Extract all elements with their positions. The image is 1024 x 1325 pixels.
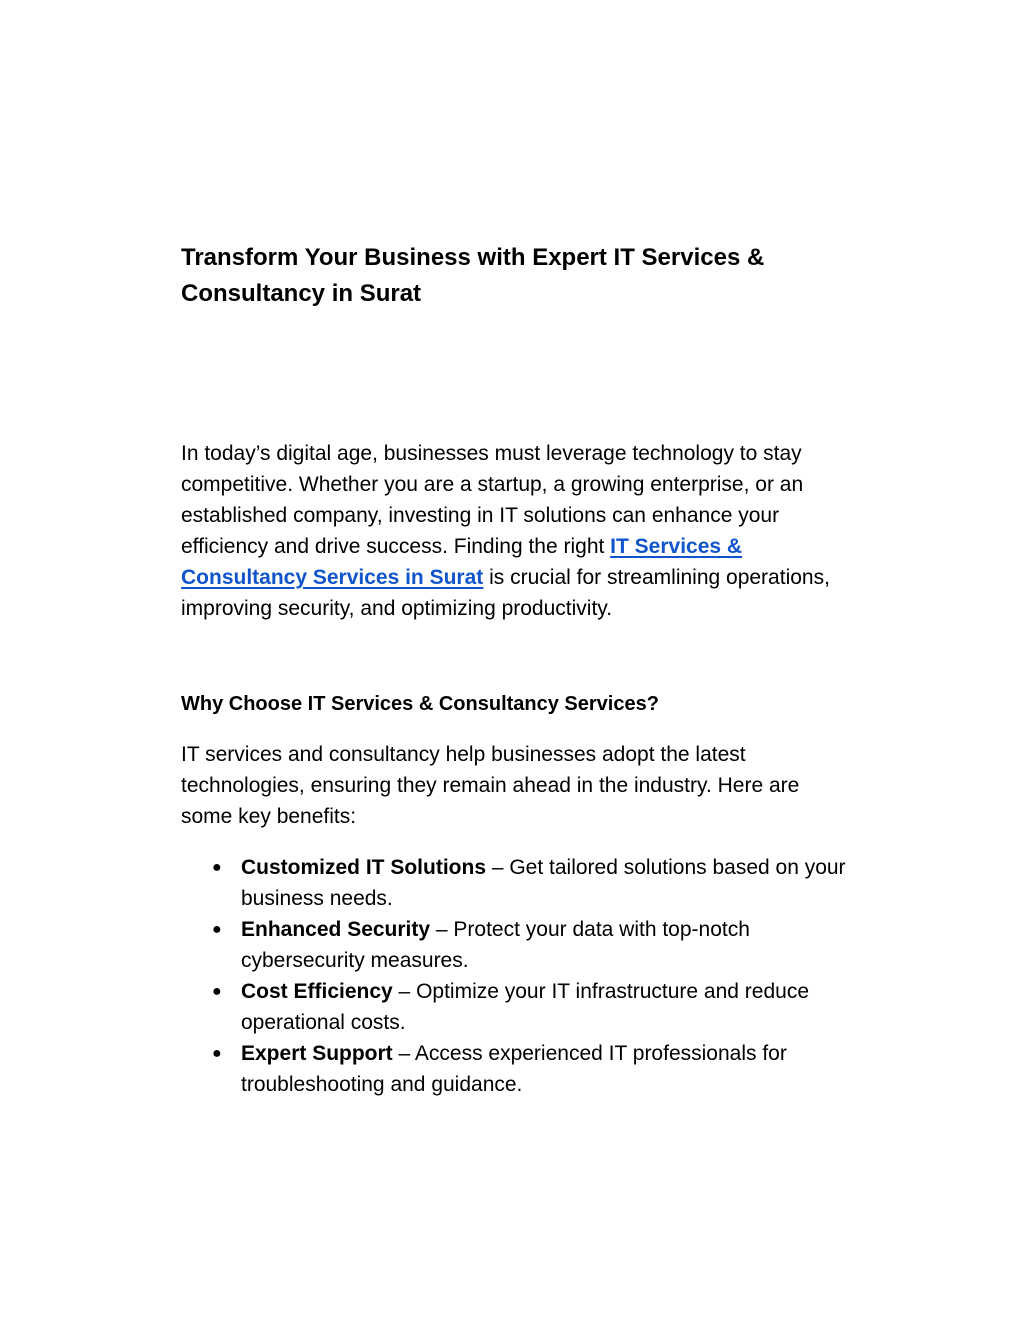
benefit-name: Expert Support xyxy=(241,1042,393,1065)
benefit-description: – Get tailored solutions based on your business needs. xyxy=(241,856,846,910)
benefit-name: Enhanced Security xyxy=(241,918,431,941)
document-content xyxy=(181,240,846,1100)
benefit-description: – Protect your data with top-notch cybersecurity measures. xyxy=(241,918,750,972)
list-item xyxy=(212,976,846,1038)
intro-text-before-link: In today’s digital age, businesses must leverage technology to stay competitive. Whether you are a startup, a growing enterprise, or an established company, investing in IT solutions can enhance your efficiency and drive success. Finding the right xyxy=(181,442,804,558)
it-services-surat-link[interactable]: IT Services & Consultancy Services in Surat xyxy=(181,535,743,589)
list-item xyxy=(212,914,846,976)
bullet-dot-icon: ● xyxy=(212,983,222,1000)
page-title: Transform Your Business with Expert IT Services & Consultancy in Surat xyxy=(181,244,765,307)
section-heading: Why Choose IT Services & Consultancy Services? xyxy=(181,693,659,715)
benefit-description: – Access experienced IT professionals for troubleshooting and guidance. xyxy=(241,1042,787,1096)
bullet-dot-icon: ● xyxy=(212,1045,222,1062)
bullet-dot-icon: ● xyxy=(212,859,222,876)
benefit-name: Customized IT Solutions xyxy=(241,856,486,879)
list-item xyxy=(212,1038,846,1100)
section-paragraph: IT services and consultancy help businesses adopt the latest technologies, ensuring they remain ahead in the industry. Here are some key benefits: xyxy=(181,743,800,828)
benefit-name: Cost Efficiency xyxy=(241,980,393,1003)
benefits-list xyxy=(181,852,846,1100)
benefit-description: – Optimize your IT infrastructure and reduce operational costs. xyxy=(241,980,810,1034)
intro-paragraph xyxy=(181,438,846,624)
list-item xyxy=(212,852,846,914)
intro-text-after-link: is crucial for streamlining operations, improving security, and optimizing productivity. xyxy=(181,566,830,620)
bullet-dot-icon: ● xyxy=(212,921,222,938)
